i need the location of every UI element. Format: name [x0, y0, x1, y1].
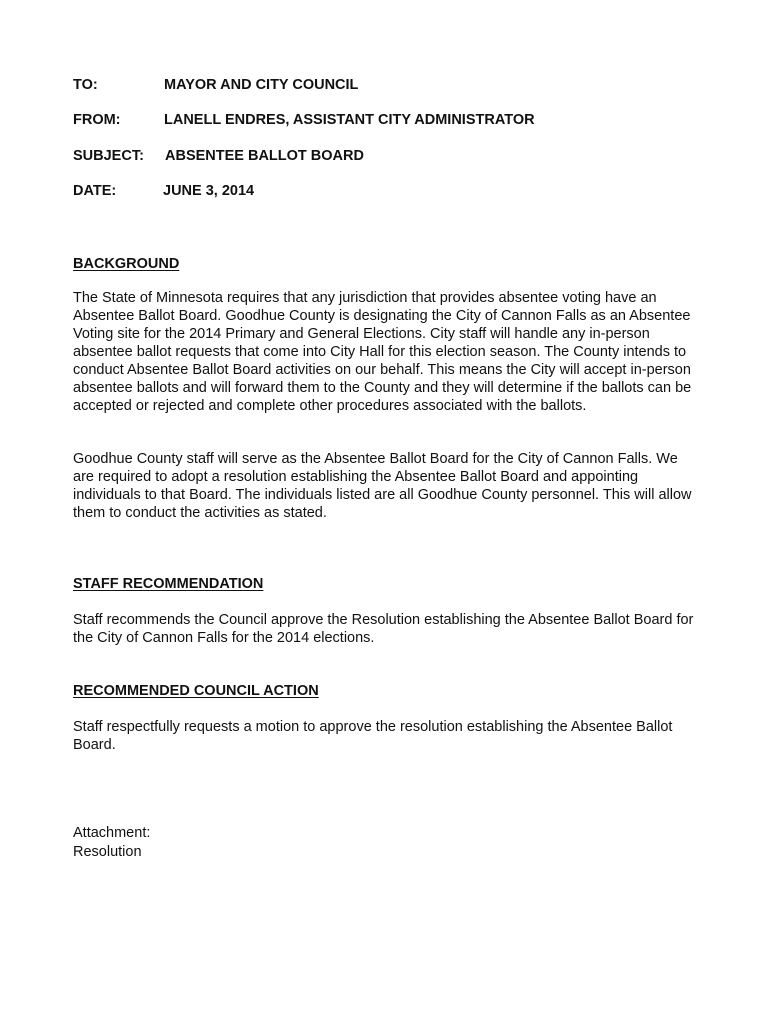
- to-label: TO:: [73, 77, 98, 93]
- to-value: MAYOR AND CITY COUNCIL: [164, 77, 359, 93]
- background-paragraph-2: Goodhue County staff will serve as the Absentee Ballot Board for the City of Cannon Falls. We are required to adopt a resolution establishing the Absentee Ballot Board and appointing individuals to that Board. The individuals listed are all Goodhue County personnel. This will allow them to conduct the activities as stated.: [73, 451, 692, 521]
- subject-value: ABSENTEE BALLOT BOARD: [165, 148, 364, 164]
- council-action-heading: RECOMMENDED COUNCIL ACTION: [73, 683, 319, 699]
- from-label: FROM:: [73, 112, 121, 128]
- staff-recommendation-heading: STAFF RECOMMENDATION: [73, 576, 264, 592]
- date-value: JUNE 3, 2014: [163, 183, 255, 199]
- attachment-block: [73, 824, 150, 862]
- background-paragraph-1: The State of Minnesota requires that any jurisdiction that provides absentee voting have an Absentee Ballot Board. Goodhue County is designating the City of Cannon Falls as an Absentee Voting site for the 2014 Primary and General Elections. City staff will handle any in-person absentee ballot requests that come into City Hall for this election season. The County intends to conduct Absentee Ballot Board activities on our behalf. This means the City will accept in-person absentee ballots and will forward them to the County and they will determine if the ballots can be accepted or rejected and complete other procedures associated with the ballots.: [73, 290, 692, 414]
- attachment-label: Attachment:: [73, 825, 151, 841]
- council-action-paragraph: Staff respectfully requests a motion to approve the resolution establishing the Absentee Ballot Board.: [73, 719, 673, 753]
- subject-label: SUBJECT:: [73, 148, 144, 164]
- attachment-item: Resolution: [73, 844, 142, 860]
- date-label: DATE:: [73, 183, 117, 199]
- from-value: LANELL ENDRES, ASSISTANT CITY ADMINISTRATOR: [164, 112, 535, 128]
- background-heading: BACKGROUND: [73, 256, 180, 272]
- staff-recommendation-paragraph: Staff recommends the Council approve the Resolution establishing the Absentee Ballot Board for the City of Cannon Falls for the 2014 elections.: [73, 612, 694, 646]
